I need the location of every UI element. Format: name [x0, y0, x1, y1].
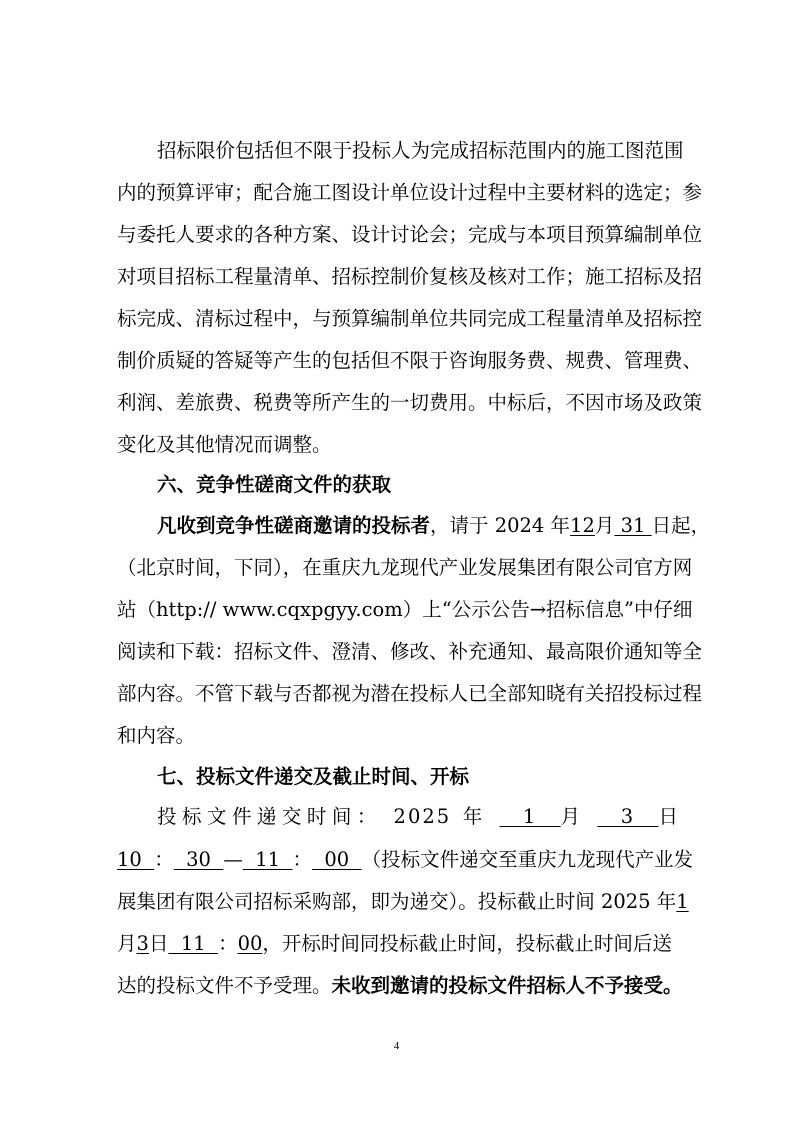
bold-text: 未收到邀请的投标文件招标人不予接受。: [331, 974, 683, 997]
text-run: （投标文件递交至重庆九龙现代产业发: [361, 848, 694, 871]
paragraph-line: [117, 971, 683, 1001]
paragraph-line: [117, 929, 680, 959]
section-heading-7: 七、投标文件递交及截止时间、开标: [157, 765, 470, 788]
text-run: 2025: [393, 805, 452, 828]
paragraph-line: 和内容。: [117, 724, 196, 747]
underlined-hour: 11: [168, 932, 219, 955]
text-run: —: [223, 848, 243, 871]
text-run: 日起，: [651, 514, 711, 537]
paragraph-line: 站（http:// www.cqxpgyy.com）上“公示公告→招标信息”中仔细: [117, 598, 693, 621]
underlined-month: 1: [676, 890, 689, 913]
paragraph-line: 变化及其他情况而调整。: [117, 433, 332, 456]
paragraph-line: 标完成、清标过程中，与预算编制单位共同完成工程量清单及招标控: [117, 307, 703, 330]
paragraph-line: 阅读和下载：招标文件、澄清、修改、补充通知、最高限价通知等全: [117, 640, 703, 663]
paragraph-line: 内的预算评审；配合施工图设计单位设计过程中主要材料的选定；参: [117, 181, 703, 204]
text-run: 展集团有限公司招标采购部，即为递交）。投标截止时间 2025 年: [117, 890, 677, 913]
paragraph-line: [117, 845, 694, 875]
paragraph-line: [117, 511, 711, 541]
paragraph-line: 部内容。不管下载与否都视为潜在投标人已全部知晓有关招投标过程: [117, 682, 703, 705]
text-run: 投标文件递交时间：: [157, 805, 382, 828]
text-run: ：: [154, 848, 174, 871]
underlined-minute: 00: [311, 848, 362, 871]
text-run: ，开标时间同投标截止时间，投标截止时间后送: [262, 932, 672, 955]
underlined-minute: 30: [173, 848, 224, 871]
section-heading-6: 六、竞争性磋商文件的获取: [157, 473, 392, 496]
underlined-hour: 10: [117, 848, 155, 871]
paragraph-line: 利润、差旅费、税费等所产生的一切费用。中标后，不因市场及政策: [117, 391, 703, 414]
paragraph-line: 制价质疑的答疑等产生的包括但不限于咨询服务费、规费、管理费、: [117, 349, 703, 372]
underlined-day: 3: [136, 932, 149, 955]
paragraph-line: 与委托人要求的各种方案、设计讨论会；完成与本项目预算编制单位: [117, 223, 703, 246]
paragraph-line: 招标限价包括但不限于投标人为完成招标范围内的施工图范围: [157, 139, 684, 162]
text-run: 日: [148, 932, 169, 955]
underlined-hour: 11: [242, 848, 293, 871]
text-run: 年: [462, 805, 488, 828]
paragraph-line: [117, 887, 689, 917]
underlined-day: 3: [597, 805, 659, 828]
underlined-minute: 00: [237, 932, 263, 955]
bold-text: 凡收到竞争性磋商邀请的投标者: [157, 514, 431, 537]
paragraph-line: [117, 802, 680, 832]
text-run: 月: [117, 932, 137, 955]
underlined-month: 12: [570, 514, 595, 537]
paragraph-line: 对项目招标工程量清单、招标控制价复核及核对工作；施工招标及招: [117, 265, 703, 288]
text-run: 日: [658, 805, 680, 828]
text-run: 月: [594, 514, 615, 537]
underlined-month: 1: [499, 805, 561, 828]
text-run: 达的投标文件不予受理。: [117, 974, 332, 997]
underlined-day: 31: [614, 514, 652, 537]
paragraph-line: （北京时间，下同），在重庆九龙现代产业发展集团有限公司官方网: [117, 556, 693, 579]
text-run: ：: [292, 848, 312, 871]
text-run: 月: [560, 805, 586, 828]
text-run: ，请于 2024 年: [430, 514, 571, 537]
page-number: 4: [393, 1040, 400, 1052]
text-run: ：: [218, 932, 238, 955]
